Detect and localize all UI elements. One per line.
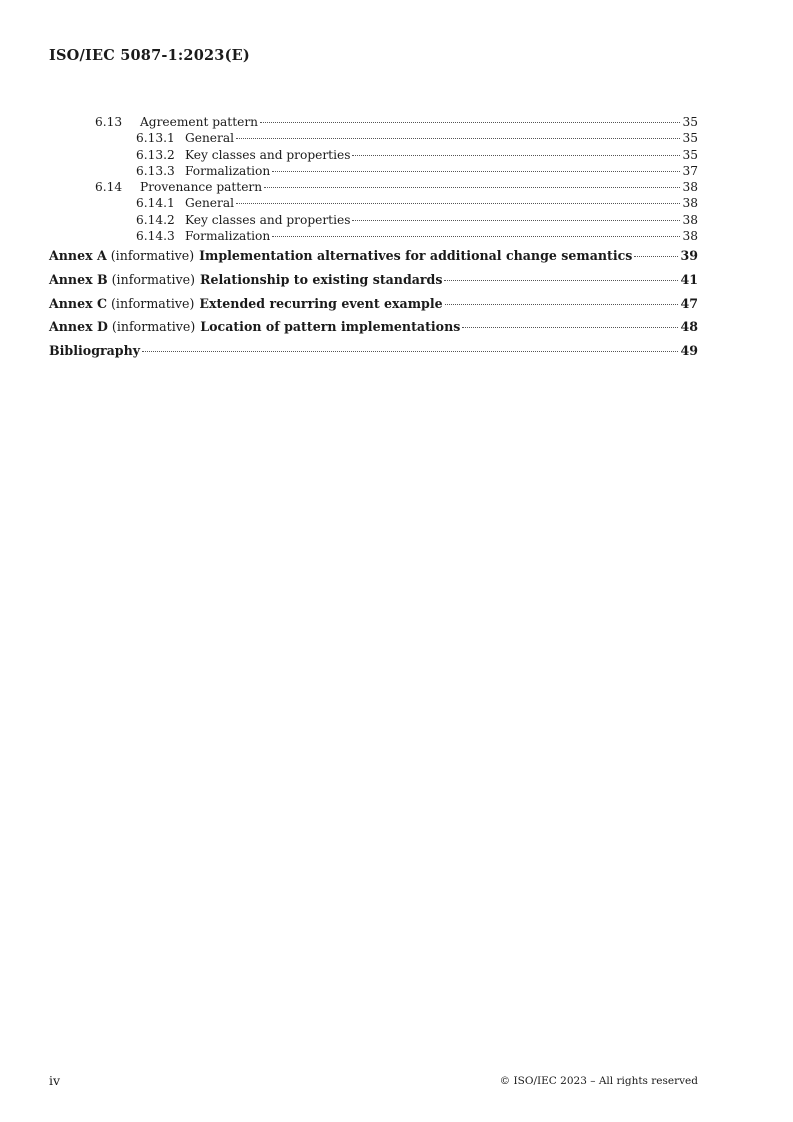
toc-entry-6-13[interactable]	[49, 114, 698, 130]
document-id-header: ISO/IEC 5087-1:2023(E)	[49, 47, 250, 64]
toc-title: Relationship to existing standards	[199, 272, 443, 288]
copyright-notice: © ISO/IEC 2023 – All rights reserved	[499, 1075, 698, 1087]
annex-kind: (informative)	[111, 272, 195, 288]
toc-entry-6-14[interactable]	[49, 179, 698, 195]
toc-number: 6.13.3	[136, 163, 175, 178]
dot-leader	[272, 171, 680, 172]
table-of-contents	[49, 114, 698, 363]
toc-page: 35	[682, 147, 698, 162]
toc-entry-6-13-2[interactable]	[49, 147, 698, 163]
dot-leader	[352, 220, 680, 221]
toc-page: 49	[680, 343, 698, 359]
dot-leader	[260, 122, 680, 123]
toc-page: 35	[682, 115, 698, 129]
toc-page: 38	[682, 229, 698, 244]
dot-leader	[352, 155, 680, 156]
toc-page: 38	[682, 196, 698, 211]
toc-entry-6-13-1[interactable]	[49, 130, 698, 146]
annex-label: Annex C	[49, 295, 108, 311]
toc-number: 6.13.2	[136, 147, 175, 162]
dot-leader	[634, 256, 678, 257]
dot-leader	[462, 327, 678, 328]
dot-leader	[445, 304, 679, 305]
toc-title: General	[185, 196, 234, 211]
toc-title: Implementation alternatives for additional change semantics	[199, 248, 633, 264]
toc-title: Key classes and properties	[185, 147, 351, 162]
annex-label: Annex A	[49, 248, 107, 264]
toc-number: 6.13.1	[136, 131, 175, 146]
toc-entry-6-14-1[interactable]	[49, 195, 698, 211]
toc-entry-annex-c[interactable]	[49, 292, 698, 316]
toc-page: 38	[682, 180, 698, 195]
toc-title: Formalization	[185, 229, 271, 244]
toc-page: 41	[680, 272, 698, 288]
dot-leader	[264, 187, 680, 188]
toc-entry-annex-a[interactable]	[49, 244, 698, 268]
toc-title: Provenance pattern	[140, 180, 263, 195]
toc-title: Formalization	[185, 163, 271, 178]
toc-number: 6.13	[95, 115, 123, 129]
toc-number: 6.14.3	[136, 229, 175, 244]
toc-page: 47	[680, 295, 698, 311]
toc-entry-annex-b[interactable]	[49, 268, 698, 292]
toc-page: 37	[682, 163, 698, 178]
toc-title: Location of pattern implementations	[200, 319, 461, 335]
toc-entry-annex-d[interactable]	[49, 315, 698, 339]
toc-page: 39	[680, 248, 698, 264]
toc-page: 38	[682, 212, 698, 227]
dot-leader	[236, 138, 680, 139]
toc-number: 6.14.1	[136, 196, 175, 211]
dot-leader	[272, 236, 680, 237]
annex-kind: (informative)	[111, 319, 196, 335]
annex-label: Annex B	[49, 272, 108, 288]
toc-entry-6-13-3[interactable]	[49, 163, 698, 179]
toc-page: 35	[682, 131, 698, 146]
toc-entry-6-14-2[interactable]	[49, 212, 698, 228]
dot-leader	[444, 280, 678, 281]
dot-leader	[236, 203, 680, 204]
toc-title: General	[185, 131, 234, 146]
toc-title: Key classes and properties	[185, 212, 351, 227]
annex-kind: (informative)	[111, 295, 195, 311]
toc-title: Extended recurring event example	[199, 295, 443, 311]
annex-label: Annex D	[49, 319, 108, 335]
annex-kind: (informative)	[110, 248, 195, 264]
page-number: iv	[49, 1073, 61, 1088]
toc-title: Bibliography	[49, 343, 141, 359]
toc-entry-bibliography[interactable]	[49, 339, 698, 363]
toc-entry-6-14-3[interactable]	[49, 228, 698, 244]
toc-page: 48	[680, 319, 698, 335]
dot-leader	[142, 351, 678, 352]
toc-number: 6.14.2	[136, 212, 175, 227]
toc-number: 6.14	[95, 180, 123, 195]
toc-title: Agreement pattern	[140, 115, 258, 129]
